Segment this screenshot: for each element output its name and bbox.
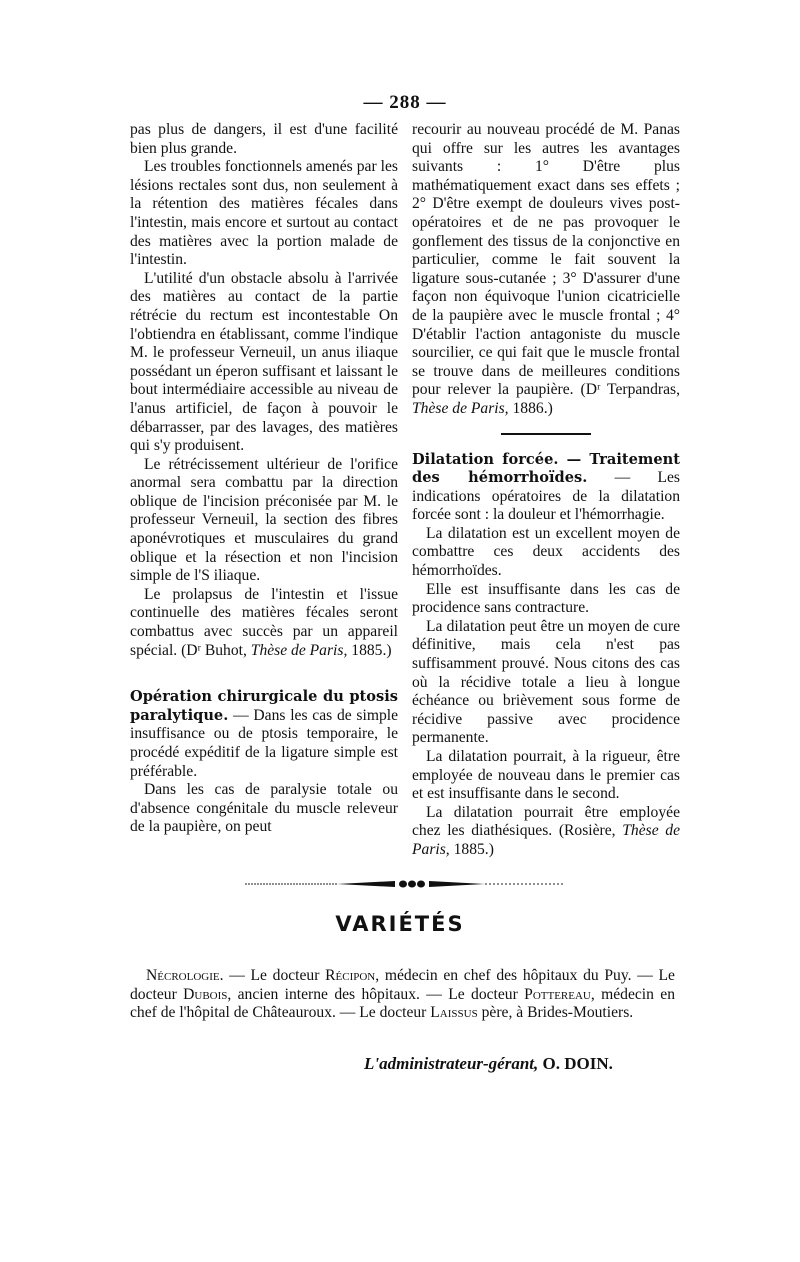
citation-title: Thèse de Paris, bbox=[412, 822, 681, 858]
paragraph: La dilatation pourrait, à la rigueur, être employée de nouveau dans le premier cas et est insuffisante dans le second. bbox=[412, 748, 680, 803]
paragraph: Les troubles fonctionnels amenés par les lésions rectales sont dus, non seulement à la rétention des matières fécales dans l'intestin, mais encore et surtout au contact des matières avec la portion malade de l'intestin. bbox=[130, 158, 398, 269]
left-column bbox=[130, 121, 398, 837]
right-column bbox=[412, 121, 680, 860]
person-name: Récipon bbox=[325, 967, 376, 984]
paragraph-text: recourir au nouveau procédé de M. Panas qui offre sur les autres les avantages suivants : 1° D'être plus mathématiquement exact dans ses effets ; 2° D'être exempt de douleurs vives post-opératoires et de ne pas provoquer le gonflement des tissus de la conjonctive en particulier, comme le fait souvent la ligature sous-cutanée ; 3° D'assurer d'une façon non équivoque l'union cicatricielle de la paupière avec le muscle frontal ; 4° D'établir l'action antagoniste du muscle sourcilier, ce qui fait que le muscle frontal se trouve dans de meilleures conditions pour relever la paupière. (Dʳ Terpandras, bbox=[412, 121, 680, 399]
paragraph bbox=[412, 121, 680, 419]
paragraph: Elle est insuffisante dans les cas de procidence sans contracture. bbox=[412, 580, 680, 617]
page-number: — 288 — bbox=[363, 92, 447, 113]
section-paragraph bbox=[412, 451, 680, 525]
section-heading: VARIÉTÉS bbox=[335, 912, 465, 936]
paragraph: Le rétrécissement ultérieur de l'orifice anormal sera combattu par la direction oblique de l'incision préconisée par M. le professeur Verneuil, la section des fibres aponévrotiques et musculaires du grand oblique et la résection et non l'incision simple de l'S iliaque. bbox=[130, 455, 398, 585]
paragraph: Dans les cas de paralysie totale ou d'absence congénitale du muscle releveur de la paupière, on peut bbox=[130, 781, 398, 836]
signature bbox=[364, 1054, 684, 1074]
text: — Le docteur bbox=[223, 967, 326, 984]
paragraph bbox=[412, 804, 680, 860]
ornament-divider bbox=[245, 879, 565, 889]
signature-role: L'administrateur-gérant, bbox=[364, 1054, 539, 1073]
paragraph: L'utilité d'un obstacle absolu à l'arrivée des matières au contact de la partie rétrécie du rectum est incontestable On l'obtiendra en établissant, comme l'indique M. le professeur Verneuil, un anus iliaque possédant un éperon suffisant et laissant le bout intermédiaire accessible au niveau de l'anus artificiel, de façon à pouvoir le débarrasser, par des lavages, des matières qui s'y produisent. bbox=[130, 269, 398, 455]
paragraph-text: Le prolapsus de l'intestin et l'issue continuelle des matières fécales seront combattus avec succès par un appareil spécial. (Dʳ Buhot, bbox=[130, 585, 398, 659]
section-title: Opération chirurgicale du ptosis paralytique. bbox=[130, 688, 398, 724]
necrologie-paragraph bbox=[130, 967, 675, 1023]
section-title: Dilatation forcée. — Traitement des hémorrhoïdes. bbox=[412, 450, 680, 487]
paragraph-text: La dilatation pourrait être employée chez les diathésiques. (Rosière, bbox=[412, 803, 680, 840]
text: , médecin en chef de l'hôpital de Châteauroux. — Le docteur bbox=[130, 985, 675, 1022]
section-gap bbox=[130, 660, 398, 688]
paragraph: La dilatation est un excellent moyen de combattre ces deux accidents des hémorrhoïdes. bbox=[412, 524, 680, 580]
text: , ancien interne des hôpitaux. — Le docteur bbox=[227, 985, 525, 1003]
section-paragraph bbox=[130, 688, 398, 781]
person-name: Dubois bbox=[183, 985, 228, 1003]
citation-title: Thèse de Paris, bbox=[412, 399, 509, 417]
citation-year: 1885.) bbox=[453, 840, 494, 858]
text: , médecin en chef des hôpitaux du Puy. — Le docteur bbox=[130, 967, 675, 1003]
section-text: — Dans les cas de simple insuffisance ou de ptosis temporaire, le procédé expéditif de la ligature simple est préférable. bbox=[130, 706, 398, 780]
citation-year: 1886.) bbox=[512, 399, 553, 417]
citation-year: 1885.) bbox=[351, 641, 392, 659]
paragraph: pas plus de dangers, il est d'une facilité bien plus grande. bbox=[130, 121, 398, 157]
section-divider bbox=[501, 433, 591, 435]
signature-name: O. DOIN. bbox=[538, 1054, 613, 1073]
section-text: — Les indications opératoires de la dilatation forcée sont : la douleur et l'hémorrhagie. bbox=[412, 469, 680, 524]
necrologie-label: Nécrologie. bbox=[146, 967, 224, 984]
text: père, à Brides-Moutiers. bbox=[477, 1004, 634, 1022]
paragraph bbox=[130, 586, 398, 660]
person-name: Pottereau bbox=[524, 985, 591, 1003]
person-name: Laissus bbox=[430, 1004, 478, 1022]
paragraph: La dilatation peut être un moyen de cure définitive, mais cela n'est pas suffisamment prouvé. Nous citons des cas où la récidive totale a lieu à longue échéance ou brièvement sous forme de récidive passive avec procidence permanente. bbox=[412, 617, 680, 747]
citation-title: Thèse de Paris, bbox=[250, 641, 348, 659]
